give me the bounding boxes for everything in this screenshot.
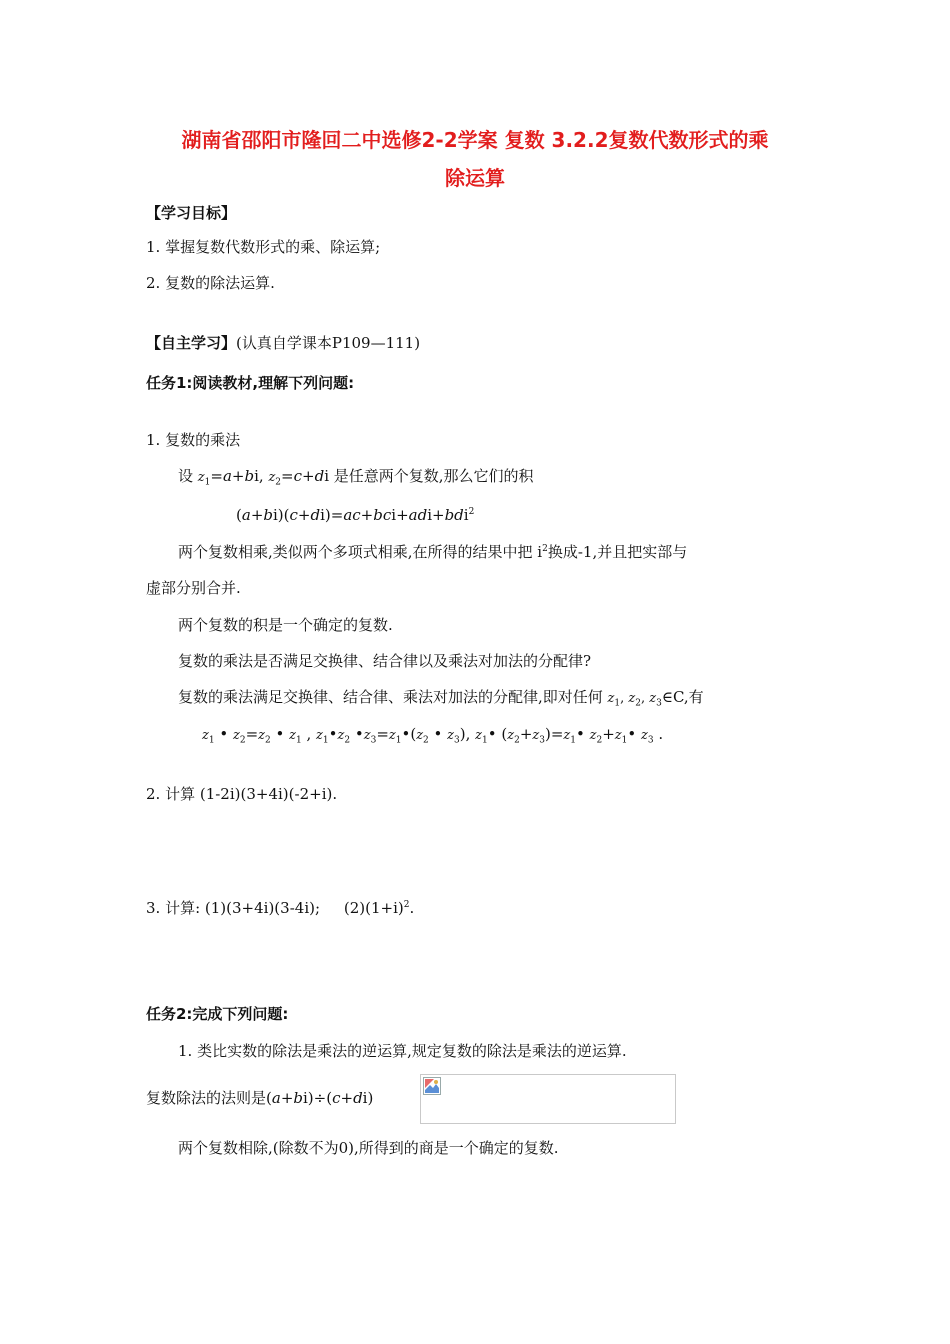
goal-item-1: 1. 掌握复数代数形式的乘、除运算; (146, 238, 381, 256)
question-2: 2. 计算 (1-2i)(3+4i)(-2+i). (146, 785, 338, 803)
task2-heading: 任务2:完成下列问题: (146, 1005, 289, 1023)
division-determined: 两个复数相除,(除数不为0),所得到的商是一个确定的复数. (178, 1139, 559, 1157)
multiplication-definition: 设 $z_1=a+bi$, $z_2=c+di$ 是任意两个复数,那么它们的积 (178, 467, 534, 488)
description-part2: 换成-1,并且把实部与 (547, 543, 688, 561)
division-formula-image (420, 1074, 676, 1124)
self-study-heading: 【自主学习】 (146, 334, 237, 352)
law-formulas: $z_1$ • $z_2=z_2$ • $z_1$ , $z_1•z_2$ $•z_3=z_1•(z_2$ • $z_3$), $z_1•$ $(z_2+z_3)=z_1•$ $z_2+z_1•$ $z_3$ . (202, 725, 664, 746)
question-3-part2: (2)(1+i) (343, 899, 404, 917)
self-study-note: (认真自学课本P109—111) (236, 334, 421, 352)
law-statement-prefix: 复数的乘法满足交换律、结合律、乘法对加法的分配律,即对任何 (178, 688, 608, 706)
multiplication-description: 两个复数相乘,类似两个多项式相乘,在所得的结果中把 $i^2$换成-1,并且把实部与 (178, 543, 688, 561)
division-rule: 复数除法的法则是(a+bi)÷(c+di) (146, 1089, 374, 1107)
task1-heading: 任务1:阅读教材,理解下列问题: (146, 374, 355, 392)
description-part1: 两个复数相乘,类似两个多项式相乘,在所得的结果中把 i (178, 543, 543, 561)
section1-title: 1. 复数的乘法 (146, 431, 241, 449)
law-statement-suffix: ∈C,有 (661, 688, 704, 706)
goal-item-2: 2. 复数的除法运算. (146, 274, 275, 292)
document-title-line2: 除运算 (445, 166, 505, 190)
goals-heading: 【学习目标】 (146, 204, 237, 222)
division-rule-prefix: 复数除法的法则是( (146, 1089, 272, 1107)
law-statement: 复数的乘法满足交换律、结合律、乘法对加法的分配律,即对任何 $z_1$, $z_2$, $z_3\in C$,有 (178, 688, 704, 709)
product-formula: (a+bi)(c+di)=ac+bci+adi+bdi$^2$ (236, 506, 475, 524)
self-study-heading-line (146, 333, 420, 353)
question-3-part1: 3. 计算: (1)(3+4i)(3-4i); (146, 899, 321, 917)
question-3: 3. 计算: (1)(3+4i)(3-4i); $(2)(1+i)^2$. (146, 899, 415, 917)
division-analogy: 1. 类比实数的除法是乘法的逆运算,规定复数的除法是乘法的逆运算. (178, 1042, 627, 1060)
law-question: 复数的乘法是否满足交换律、结合律以及乘法对加法的分配律? (178, 652, 592, 670)
definition-suffix: 是任意两个复数,那么它们的积 (333, 467, 534, 485)
definition-prefix: 设 (178, 467, 198, 485)
product-determined: 两个复数的积是一个确定的复数. (178, 616, 393, 634)
multiplication-description-cont: 虚部分别合并. (146, 579, 241, 597)
z2-expression: $z_2$ (268, 470, 282, 488)
z1-expression: $z_1$ (197, 470, 211, 488)
document-title-line1: 湖南省邵阳市隆回二中选修2-2学案 复数 3.2.2复数代数形式的乘 (181, 128, 769, 152)
broken-image-icon (423, 1077, 441, 1095)
